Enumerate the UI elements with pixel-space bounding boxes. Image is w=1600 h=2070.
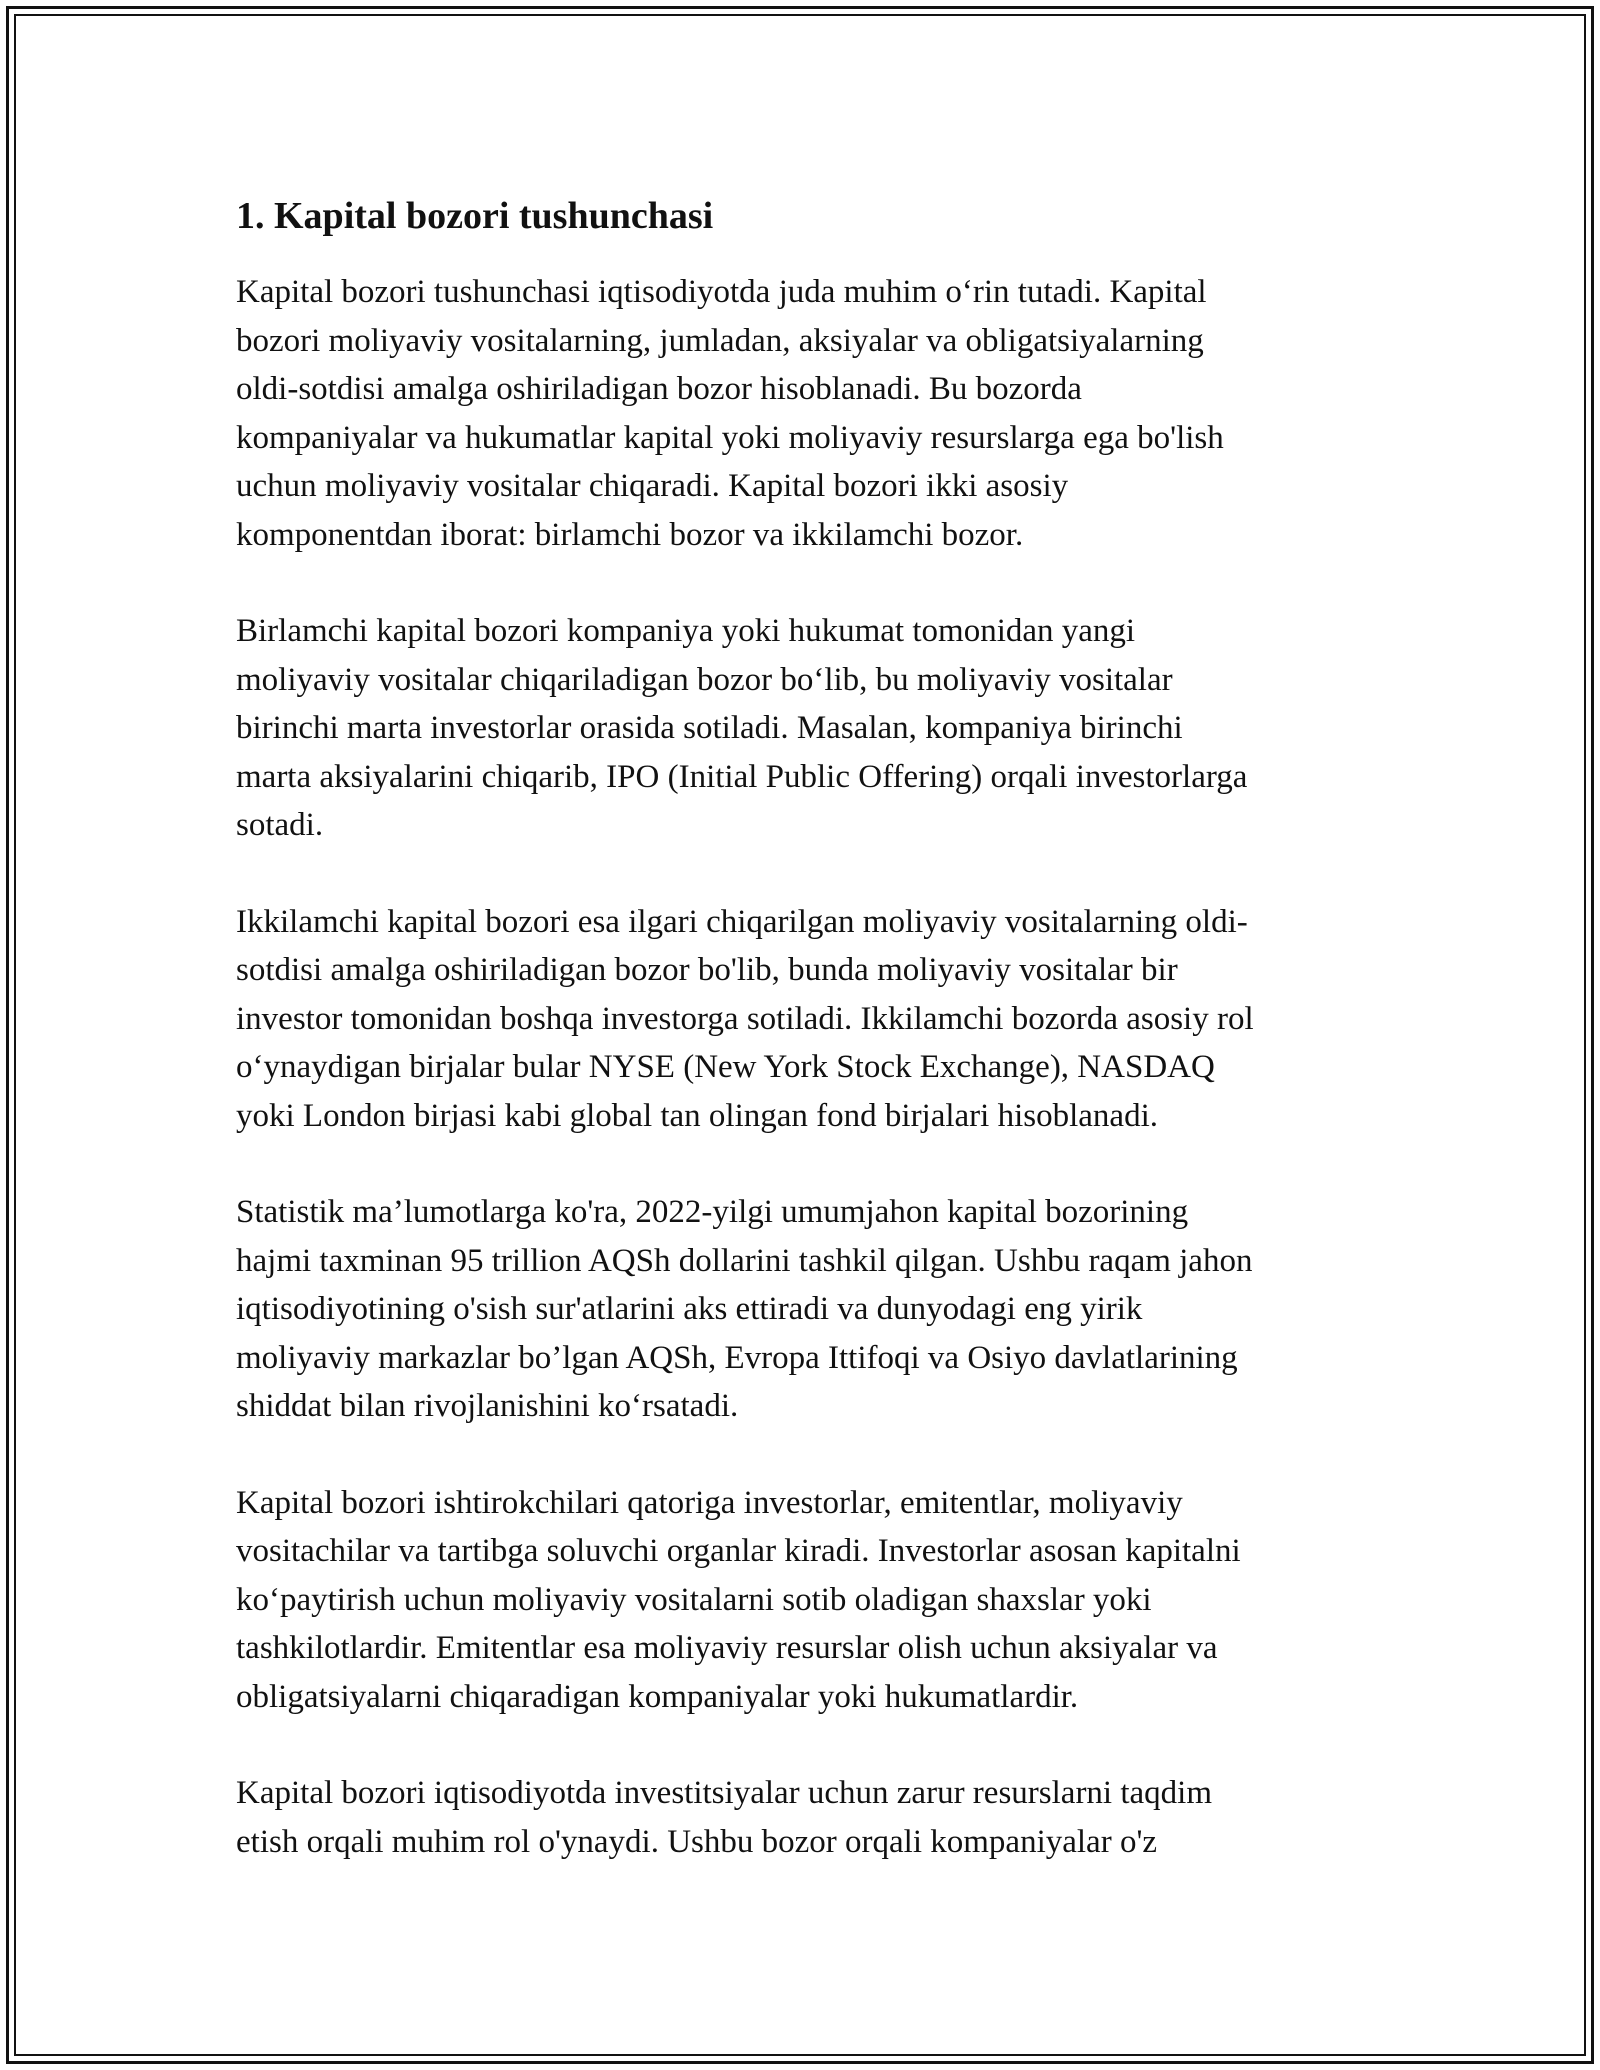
text-line: moliyaviy vositalar chiqariladigan bozor bo‘lib, bu moliyaviy vositalar xyxy=(236,661,1173,698)
text-line: Birlamchi kapital bozori kompaniya yoki hukumat tomonidan yangi xyxy=(236,613,1136,649)
text-line: birinchi marta investorlar orasida sotiladi. Masalan, kompaniya birinchi xyxy=(236,710,1183,746)
text-line: Kapital bozori iqtisodiyotda investitsiyalar uchun zarur resurslarni taqdim xyxy=(236,1775,1212,1811)
paragraph-economic-role xyxy=(236,1769,1370,1866)
paragraph-capital-market-definition xyxy=(236,268,1370,559)
text-line: obligatsiyalarni chiqaradigan kompaniyalar yoki hukumatlardir. xyxy=(236,1678,1079,1715)
text-line: yoki London birjasi kabi global tan olingan fond birjalari hisoblanadi. xyxy=(236,1097,1158,1134)
text-line: oldi-sotdisi amalga oshiriladigan bozor hisoblanadi. Bu bozorda xyxy=(236,371,1082,407)
text-line: Ikkilamchi kapital bozori esa ilgari chiqarilgan moliyaviy vositalarning oldi- xyxy=(236,903,1248,940)
text-line: uchun moliyaviy vositalar chiqaradi. Kapital bozori ikki asosiy xyxy=(236,468,1069,504)
paragraph-primary-market xyxy=(236,607,1370,850)
text-line: sotdisi amalga oshiriladigan bozor bo'lib, bunda moliyaviy vositalar bir xyxy=(236,952,1178,988)
text-line: tashkilotlardir. Emitentlar esa moliyaviy resurslar olish uchun aksiyalar va xyxy=(236,1630,1218,1666)
paragraph-secondary-market xyxy=(236,898,1370,1141)
text-line: komponentdan iborat: birlamchi bozor va ikkilamchi bozor. xyxy=(236,516,1024,553)
text-line: bozori moliyaviy vositalarning, jumladan, aksiyalar va obligatsiyalarning xyxy=(236,322,1204,359)
text-line: moliyaviy markazlar bo’lgan AQSh, Evropa Ittifoqi va Osiyo davlatlarining xyxy=(236,1339,1238,1376)
text-line: Kapital bozori ishtirokchilari qatoriga investorlar, emitentlar, moliyaviy xyxy=(236,1484,1183,1521)
text-line: o‘ynaydigan birjalar bular NYSE (New York Stock Exchange), NASDAQ xyxy=(236,1049,1215,1085)
section-heading: 1. Kapital bozori tushunchasi xyxy=(236,195,714,237)
text-line: etish orqali muhim rol o'ynaydi. Ushbu bozor orqali kompaniyalar o'z xyxy=(236,1823,1158,1860)
document-body xyxy=(236,186,1370,1914)
text-line: Kapital bozori tushunchasi iqtisodiyotda juda muhim o‘rin tutadi. Kapital xyxy=(236,274,1207,310)
paragraph-participants xyxy=(236,1479,1370,1722)
text-line: investor tomonidan boshqa investorga sotiladi. Ikkilamchi bozorda asosiy rol xyxy=(236,1000,1254,1037)
text-line: Statistik ma’lumotlarga ko'ra, 2022-yilgi umumjahon kapital bozorining xyxy=(236,1194,1189,1230)
text-line: ko‘paytirish uchun moliyaviy vositalarni sotib oladigan shaxslar yoki xyxy=(236,1581,1152,1618)
text-line: marta aksiyalarini chiqarib, IPO (Initial Public Offering) orqali investorlarga xyxy=(236,758,1248,795)
text-line: kompaniyalar va hukumatlar kapital yoki moliyaviy resurslarga ega bo'lish xyxy=(236,419,1224,456)
text-line: vositachilar va tartibga soluvchi organlar kiradi. Investorlar asosan kapitalni xyxy=(236,1533,1241,1569)
text-line: iqtisodiyotining o'sish sur'atlarini aks ettiradi va dunyodagi eng yirik xyxy=(236,1291,1143,1327)
text-line: shiddat bilan rivojlanishini ko‘rsatadi. xyxy=(236,1388,739,1424)
text-line: sotadi. xyxy=(236,807,324,843)
paragraph-statistics xyxy=(236,1188,1370,1431)
text-line: hajmi taxminan 95 trillion AQSh dollarini tashkil qilgan. Ushbu raqam jahon xyxy=(236,1242,1253,1279)
